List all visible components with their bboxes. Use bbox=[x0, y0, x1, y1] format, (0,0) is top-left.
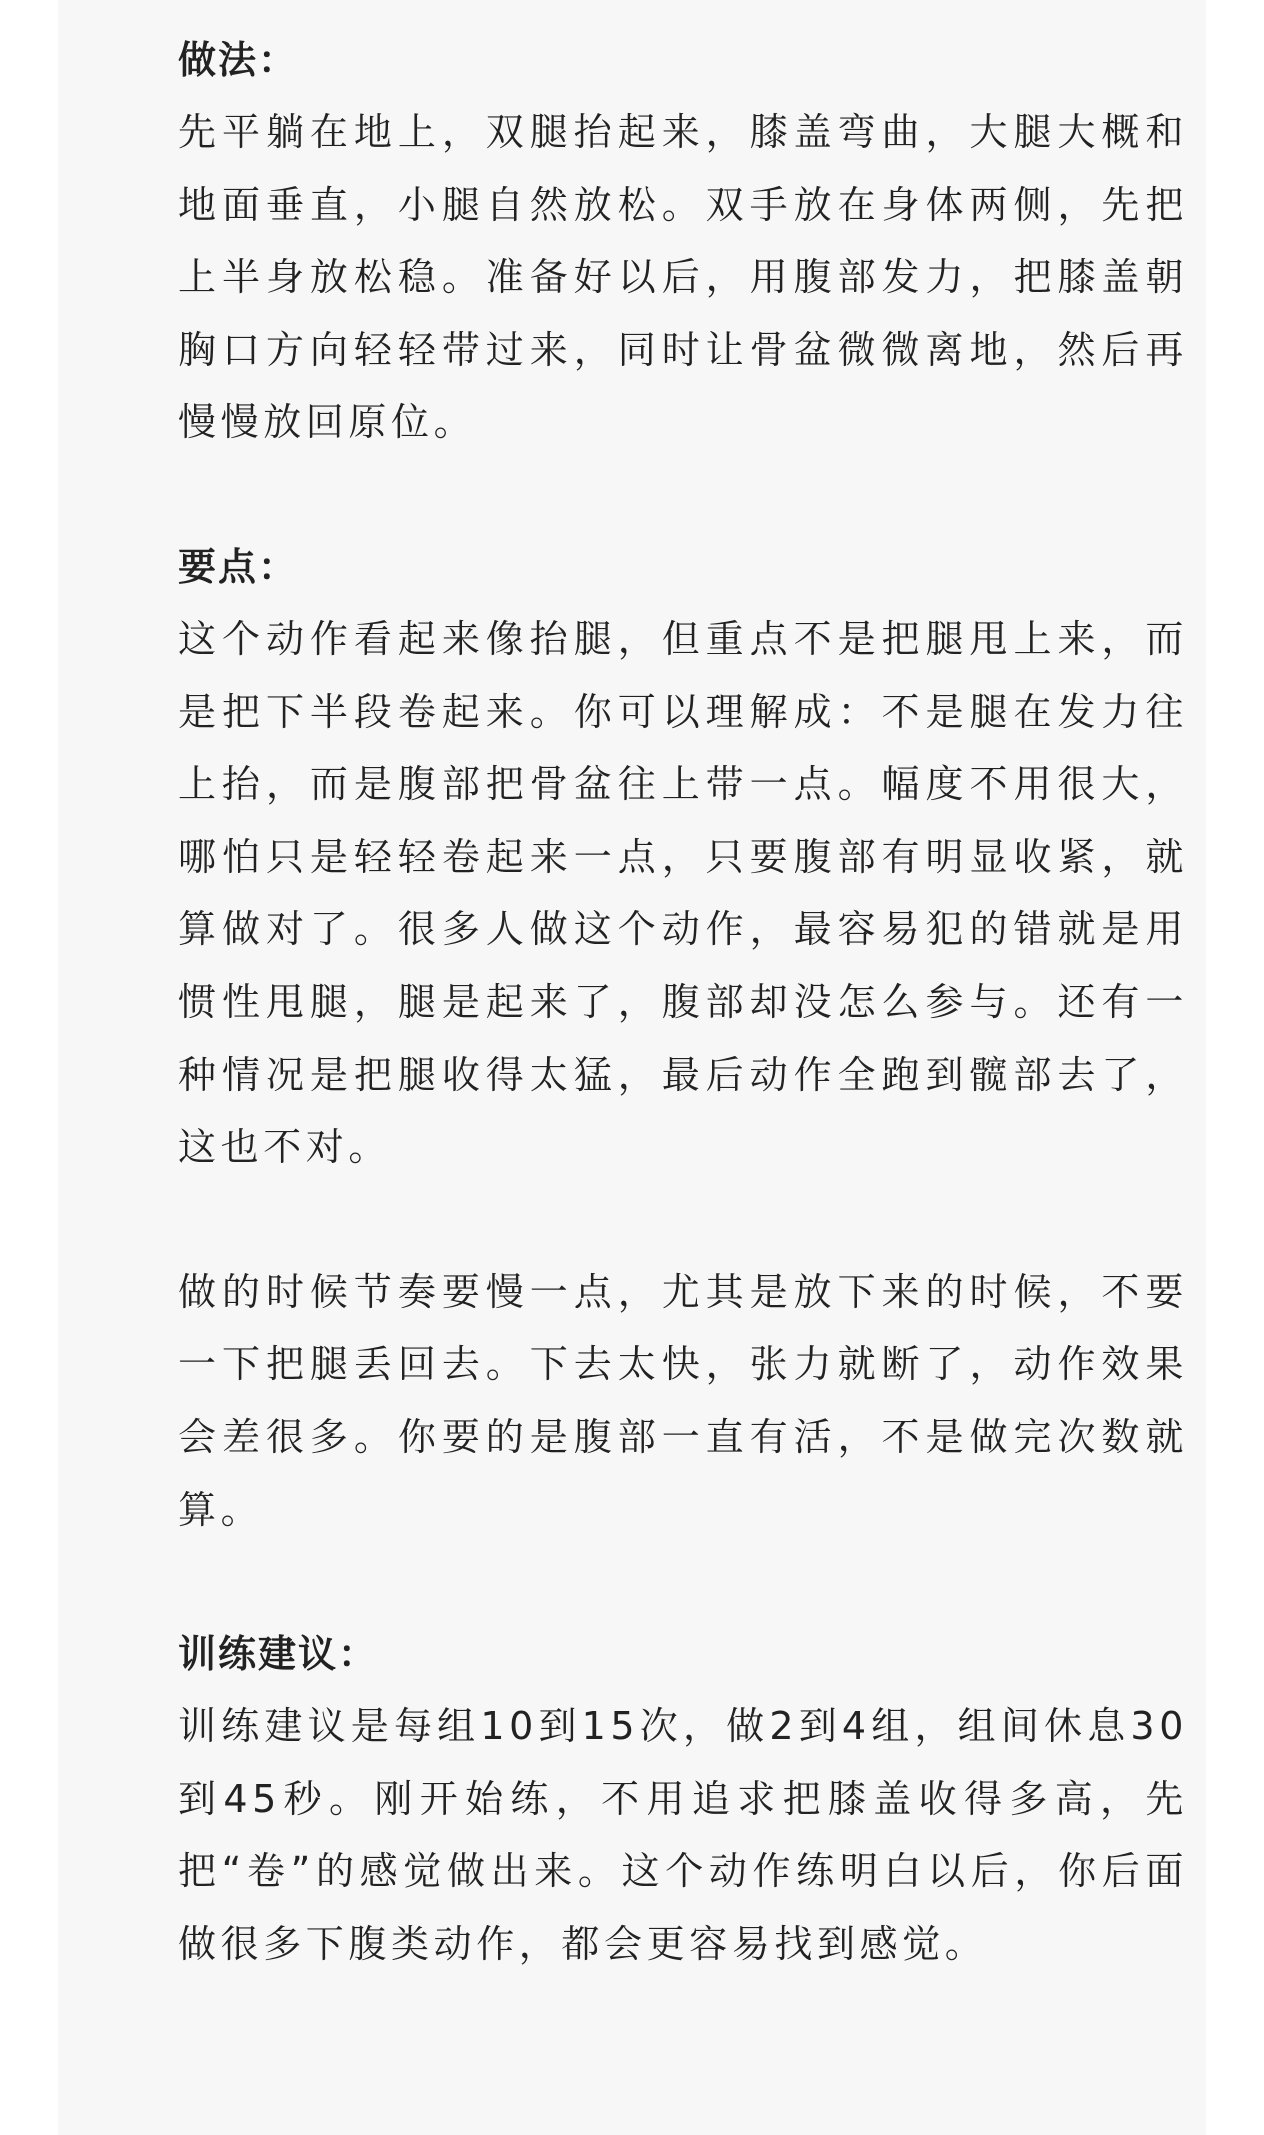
key-points-paragraph-1: 这个动作看起来像抬腿，但重点不是把腿甩上来，而是把下半段卷起来。你可以理解成：不是腿在发力往上抬，而是腹部把骨盆往上带一点。幅度不用很大，哪怕只是轻轻卷起来一点，只要腹部有明显收紧，就算做对了。很多人做这个动作，最容易犯的错就是用惯性甩腿，腿是起来了，腹部却没怎么参与。还有一种情况是把腿收得太猛，最后动作全跑到髋部去了，这也不对。 bbox=[178, 616, 1188, 1170]
section-heading-method: 做法： bbox=[178, 38, 299, 82]
section-heading-key-points: 要点： bbox=[178, 544, 299, 589]
key-points-paragraph-2: 做的时候节奏要慢一点，尤其是放下来的时候，不要一下把腿丢回去。下去太快，张力就断了，动作效果会差很多。你要的是腹部一直有活，不是做完次数就算。 bbox=[178, 1269, 1188, 1532]
method-paragraph: 先平躺在地上，双腿抬起来，膝盖弯曲，大腿大概和地面垂直，小腿自然放松。双手放在身体两侧，先把上半身放松稳。准备好以后，用腹部发力，把膝盖朝胸口方向轻轻带过来，同时让骨盆微微离地，然后再慢慢放回原位。 bbox=[178, 110, 1188, 445]
article-card bbox=[58, 0, 1206, 2135]
section-training-advice bbox=[178, 1618, 1188, 1980]
section-method bbox=[178, 24, 1188, 459]
section-heading-training-advice: 训练建议： bbox=[178, 1632, 379, 1677]
article-content bbox=[178, 24, 1188, 1980]
training-advice-paragraph: 训练建议是每组10到15次，做2到4组，组间休息30到45秒。刚开始练，不用追求把膝盖收得多高，先把“卷”的感觉做出来。这个动作练明白以后，你后面做很多下腹类动作，都会更容易找到感觉。 bbox=[178, 1704, 1188, 1966]
section-key-points bbox=[178, 531, 1188, 1546]
